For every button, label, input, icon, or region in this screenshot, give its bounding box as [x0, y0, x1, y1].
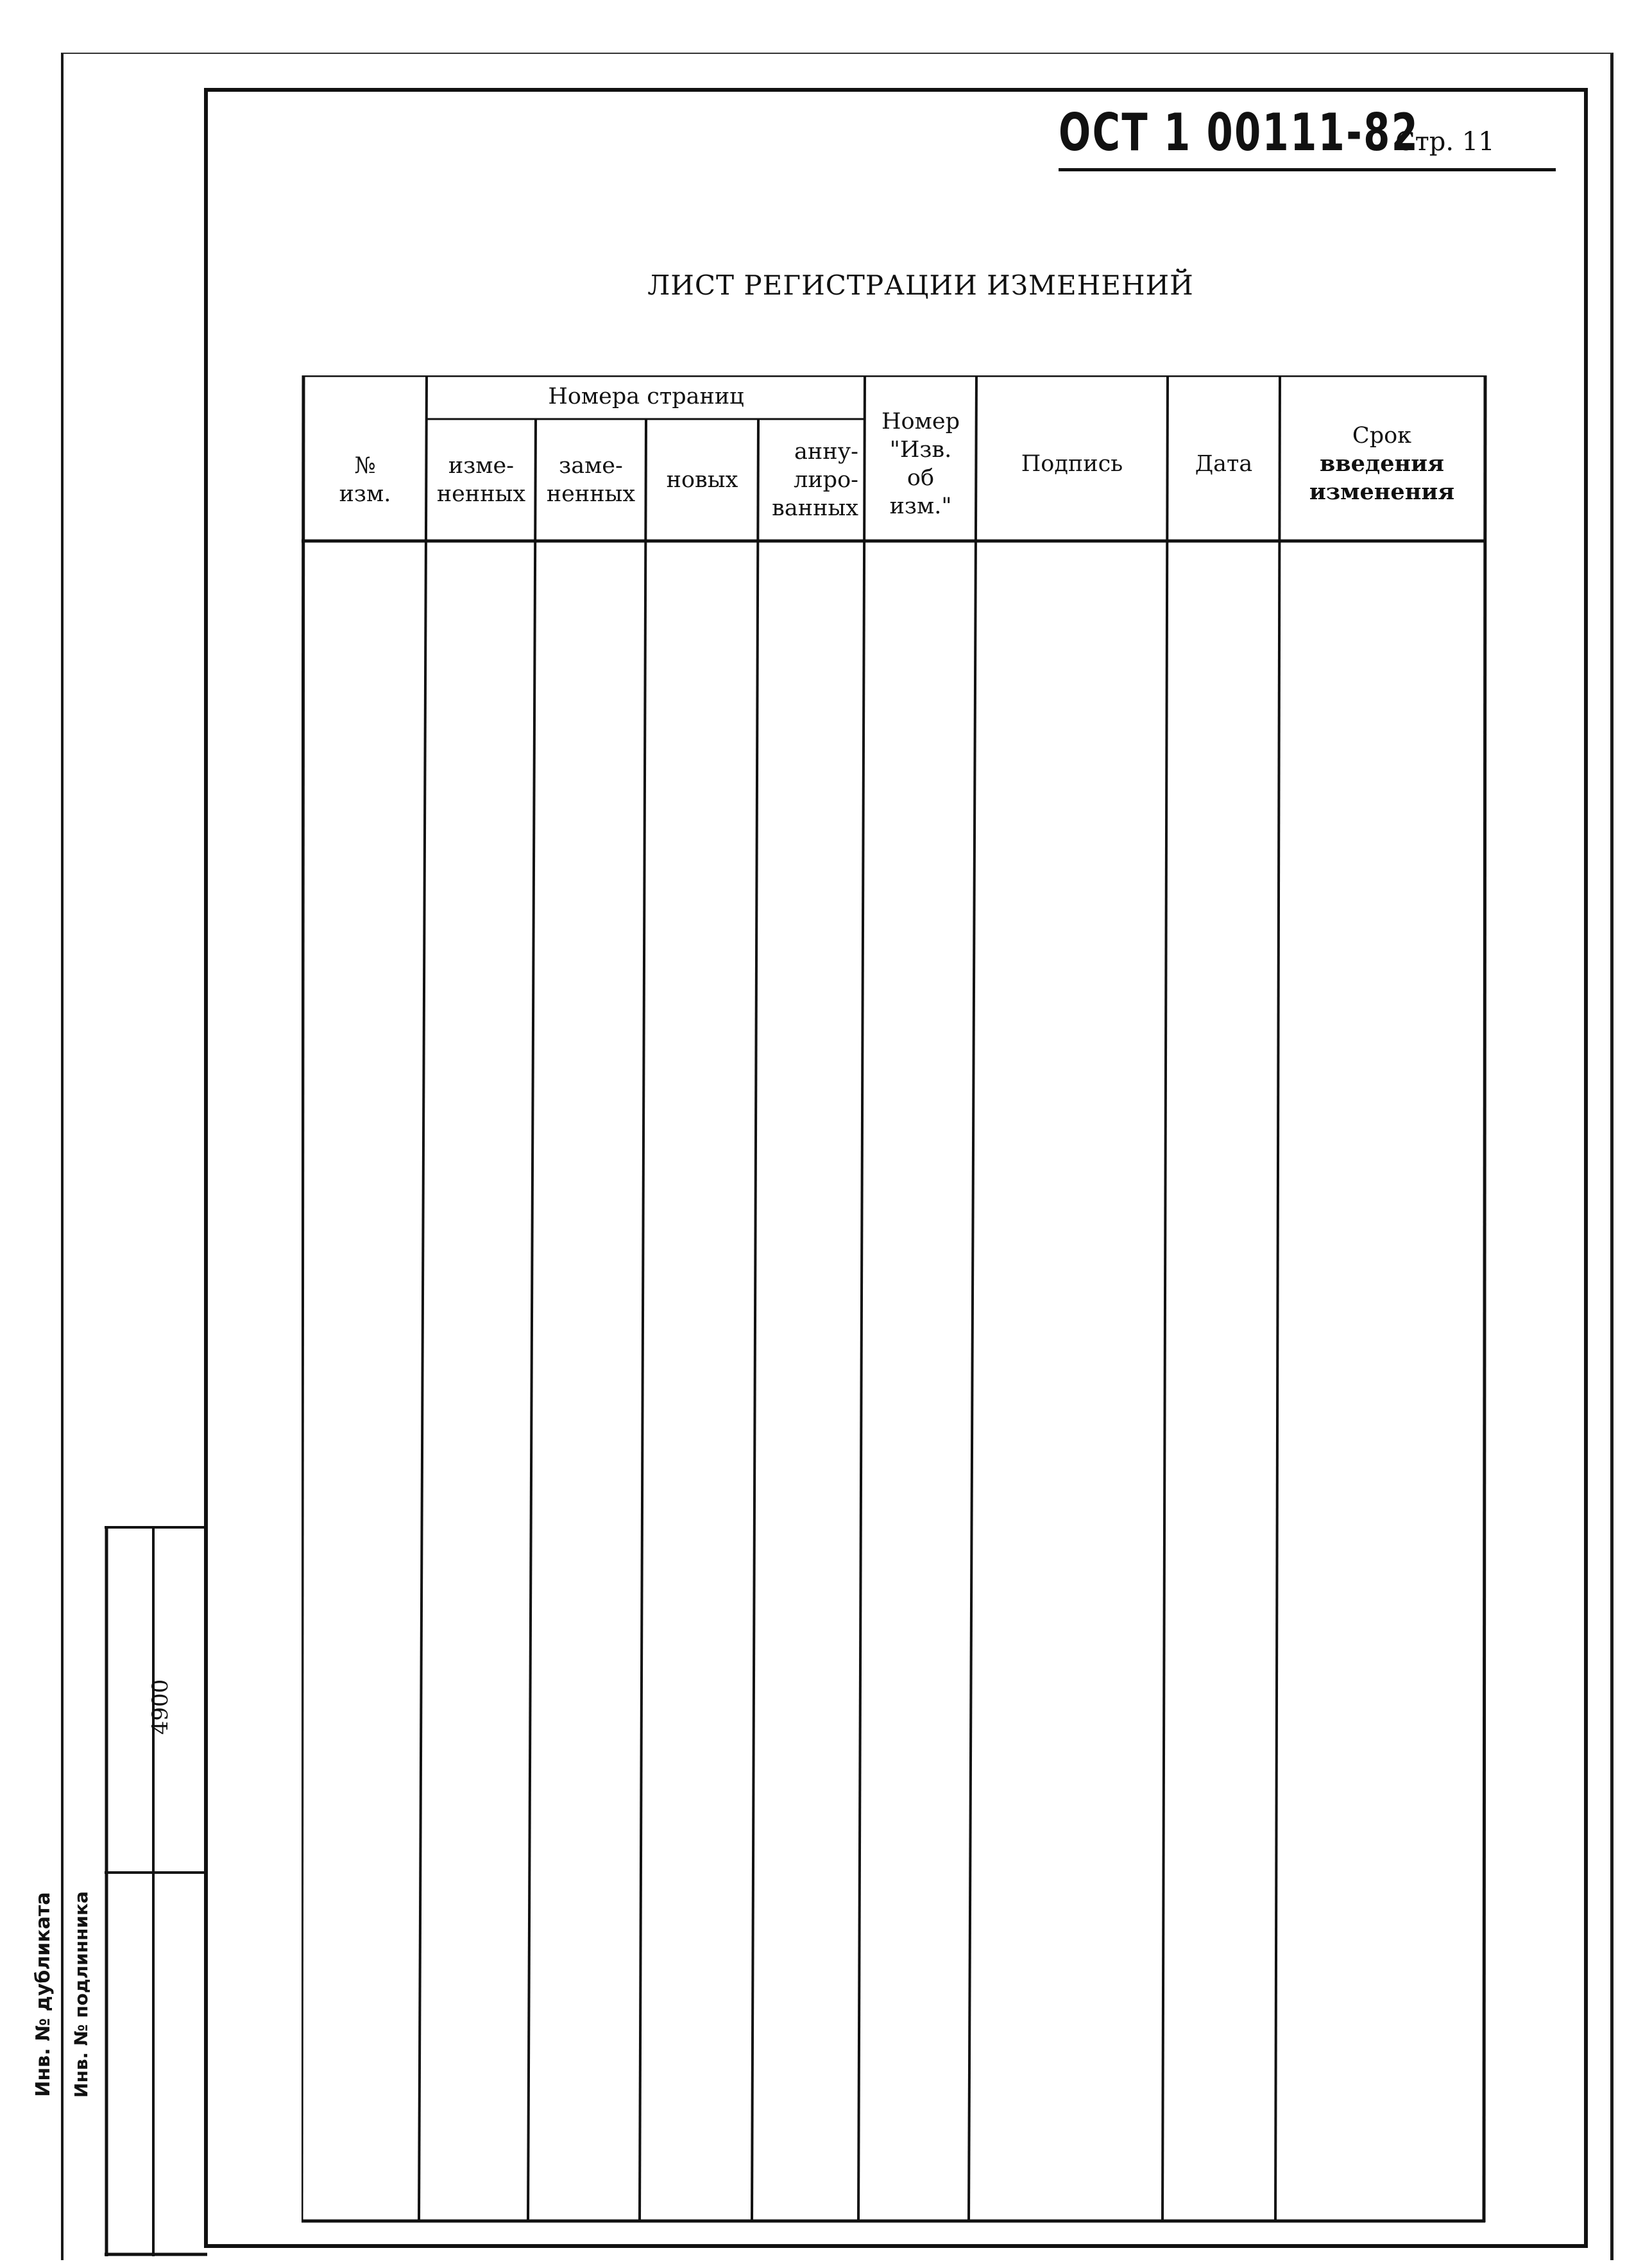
header-notice-line-2: "Изв. — [889, 436, 952, 463]
header-annulled-line-3: ванных — [772, 495, 858, 521]
table-right-border — [1484, 375, 1485, 2222]
header-cell-signature — [978, 388, 1166, 539]
header-replaced-line-2: ненных — [546, 481, 636, 507]
header-cell-replaced — [537, 420, 645, 539]
header-signature-label: Подпись — [1021, 450, 1123, 477]
margin-stamp — [105, 1526, 207, 2256]
header-cell-page-numbers — [428, 375, 864, 418]
table-left-border — [302, 375, 303, 2222]
header-cell-new — [647, 420, 757, 539]
header-num-line-2: изм. — [339, 481, 391, 507]
header-date-label: Дата — [1195, 450, 1253, 477]
header-changed-line-2: ненных — [436, 481, 526, 507]
header-num-line-1: № — [354, 452, 376, 479]
header-replaced-line-1: заме- — [559, 452, 623, 479]
stamp-original-label: Инв. № подлинника — [71, 1891, 92, 2098]
col-line-6 — [969, 375, 976, 2221]
header-cell-num — [305, 420, 425, 539]
header-cell-annulled — [760, 420, 864, 539]
header-notice-line-1: Номер — [881, 408, 960, 434]
col-line-3 — [640, 419, 646, 2221]
header-notice-line-3: об — [907, 465, 935, 491]
col-line-4 — [752, 419, 758, 2221]
document-code: ОСТ 1 00111-82 — [1059, 103, 1420, 162]
change-registration-table — [302, 375, 1488, 2224]
header-changed-line-1: изме- — [448, 452, 515, 479]
header-cell-changed — [428, 420, 534, 539]
col-line-7 — [1162, 375, 1168, 2221]
stamp-grid — [105, 1526, 207, 2256]
header-annulled-line-2: лиро- — [794, 467, 858, 493]
header-page-numbers-label: Номера страниц — [548, 384, 744, 409]
header-term-line-2: введения — [1320, 450, 1444, 477]
col-line-5 — [858, 375, 865, 2221]
header-cell-date — [1169, 388, 1279, 539]
table-grid — [302, 375, 1488, 2224]
header-annulled-line-1: анну- — [794, 438, 858, 465]
col-line-8 — [1275, 375, 1280, 2221]
header-cell-term — [1281, 388, 1483, 539]
col-line-2 — [528, 419, 536, 2221]
header-term-line-3: изменения — [1309, 478, 1455, 505]
header-cell-notice — [866, 388, 975, 539]
stamp-original-number: 4900 — [148, 1679, 173, 1735]
sheet-title: ЛИСТ РЕГИСТРАЦИИ ИЗМЕНЕНИЙ — [647, 270, 1194, 301]
header-notice-line-4: изм." — [889, 493, 952, 519]
header-term-line-1: Срок — [1352, 422, 1412, 449]
stamp-duplicate-label: Инв. № дубликата — [32, 1892, 55, 2097]
page-number: Стр. 11 — [1395, 127, 1495, 157]
header-rule — [1059, 168, 1556, 171]
col-line-1 — [419, 375, 427, 2221]
header-new-label: новых — [666, 467, 738, 493]
